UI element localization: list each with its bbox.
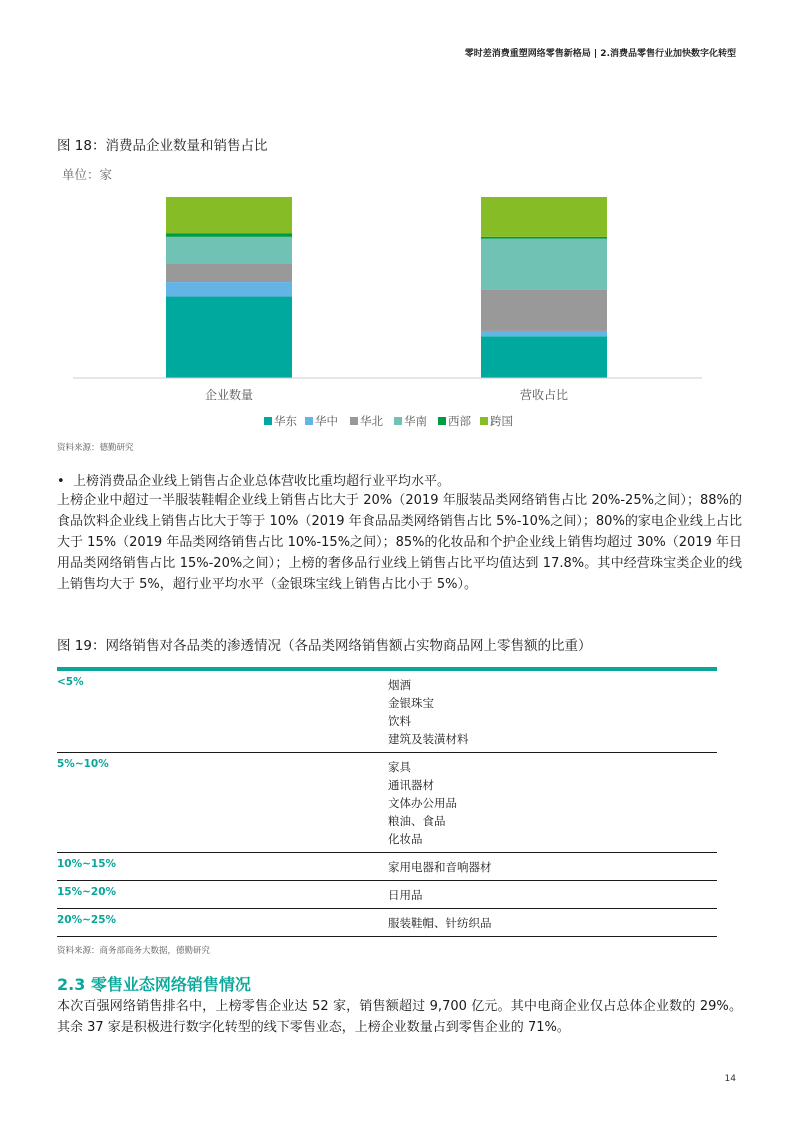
category-list	[388, 881, 717, 908]
chart-unit-label: 单位：家	[62, 167, 113, 182]
bar-segment	[481, 237, 607, 239]
figure-18-title: 图 18：消费品企业数量和销售占比	[57, 138, 268, 154]
legend-label: 华北	[360, 414, 383, 428]
section-title: 2.3 零售业态网络销售情况	[57, 975, 251, 994]
range-label: <5%	[57, 676, 84, 688]
legend-label: 跨国	[490, 414, 513, 428]
legend-swatch	[305, 417, 313, 425]
legend-swatch	[480, 417, 488, 425]
stacked-bar-chart	[0, 0, 793, 440]
category-item: 服装鞋帽、针纺织品	[388, 916, 492, 930]
category-item: 家具	[388, 760, 411, 774]
category-list	[388, 753, 717, 852]
table-row	[57, 853, 717, 881]
legend-swatch	[350, 417, 358, 425]
bar-segment	[481, 336, 607, 378]
page-number: 14	[724, 1074, 736, 1084]
chart-bars	[166, 197, 607, 378]
category-list	[388, 671, 717, 752]
bullet-text: 上榜消费品企业线上销售占企业总体营收比重均超行业平均水平。	[73, 474, 451, 489]
bar-segment	[166, 237, 292, 264]
penetration-table	[57, 671, 717, 937]
bar-segment	[481, 331, 607, 336]
body-paragraph-2: 本次百强网络销售排名中，上榜零售企业达 52 家，销售额超过 9,700 亿元。其中电商企业仅占总体企业数的 29%。其余 37 家是积极进行数字化转型的线下零售业态，上榜企业数量占到零售企业的 71%。	[57, 999, 742, 1035]
legend-swatch	[394, 417, 402, 425]
bar-segment	[481, 239, 607, 290]
range-label: 5%~10%	[57, 758, 109, 770]
chart-legend	[264, 414, 513, 428]
range-label: 10%~15%	[57, 858, 117, 870]
category-list	[388, 853, 717, 880]
legend-label: 华南	[404, 414, 427, 428]
bar-segment	[166, 264, 292, 282]
figure-19-title: 图 19：网络销售对各品类的渗透情况（各品类网络销售额占实物商品网上零售额的比重）	[57, 638, 592, 654]
figure-19-source: 资料来源：商务部商务大数据，德勤研究	[57, 946, 211, 956]
range-label: 20%~25%	[57, 914, 117, 926]
table-row	[57, 671, 717, 753]
x-tick-label: 企业数量	[204, 388, 254, 402]
chart-x-labels	[205, 387, 568, 402]
body-paragraph-1: 上榜企业中超过一半服装鞋帽企业线上销售占比大于 20%（2019 年服装品类网络销售占比 20%-25%之间）；88%的食品饮料企业线上销售占比大于等于 10%（2019 年食品品类网络销售占比 5%-10%之间）；80%的家电企业线上占比大于 15%（2019 年品类网络销售占比 10%-15%之间）；85%的化妆品和个护企业线上销售均超过 30%（2019 年日用品类网络销售占比 15%-20%之间）；上榜的奢侈品行业线上销售占比平均值达到 17.8%。其中经营珠宝类企业的线上销售均大于 5%，超行业平均水平（金银珠宝线上销售占比小于 5%）。	[57, 493, 742, 592]
bar-segment	[166, 197, 292, 233]
legend-label: 华东	[274, 414, 297, 428]
bar-segment	[481, 289, 607, 331]
category-item: 金银珠宝	[388, 696, 434, 710]
category-item: 饮料	[388, 714, 411, 728]
table-row	[57, 881, 717, 909]
bullet-point	[57, 470, 450, 489]
category-item: 建筑及装潢材料	[388, 732, 469, 746]
legend-label: 西部	[448, 414, 471, 428]
bar-segment	[166, 233, 292, 237]
legend-swatch	[264, 417, 272, 425]
category-item: 文体办公用品	[388, 796, 457, 810]
figure-18-source: 资料来源：德勤研究	[57, 443, 134, 453]
category-list	[388, 909, 717, 936]
bar-segment	[166, 297, 292, 378]
table-row	[57, 753, 717, 853]
running-header: 零时差消费重塑网络零售新格局 | 2.消费品零售行业加快数字化转型	[464, 49, 736, 59]
category-item: 烟酒	[388, 678, 411, 692]
legend-swatch	[438, 417, 446, 425]
category-item: 通讯器材	[388, 778, 434, 792]
table-row	[57, 909, 717, 937]
range-label: 15%~20%	[57, 886, 117, 898]
x-tick-label: 营收占比	[519, 388, 569, 402]
legend-label: 华中	[315, 414, 338, 428]
bar-segment	[481, 197, 607, 237]
category-item: 化妆品	[388, 832, 423, 846]
category-item: 粮油、食品	[388, 814, 446, 828]
bullet-icon: •	[57, 474, 65, 489]
category-item: 家用电器和音响器材	[388, 860, 492, 874]
category-item: 日用品	[388, 888, 423, 902]
bar-segment	[166, 282, 292, 296]
